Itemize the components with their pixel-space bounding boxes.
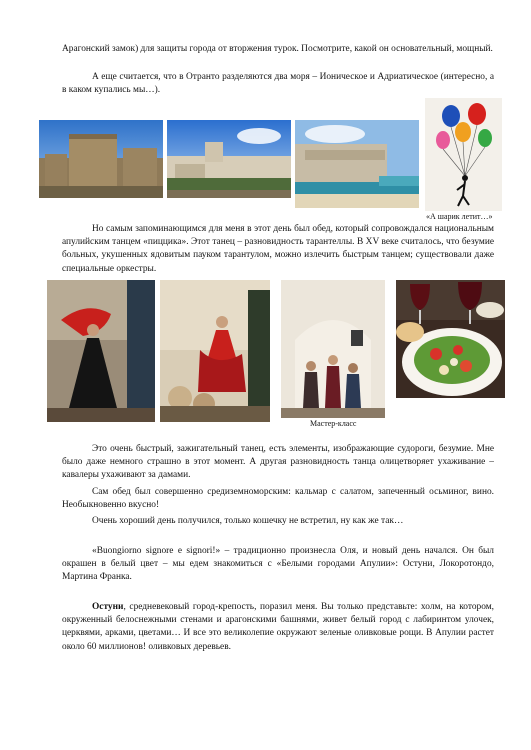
paragraph-5: Сам обед был совершенно средиземноморским: кальмар с салатом, запеченный осьминог, вино. Необыкновенно вкусно! — [62, 487, 494, 511]
paragraph-3: Но самым запоминающимся для меня в этот день был обед, который сопровождался национальным апулийским танцем «пиццика». Этот танец – разновидность тарантеллы. В XV веке считалось, что безумие больных, укушенных ядовитым пауком тарантулом, можно излечить быстрым танцем; существовали даже специальные оркестры. — [62, 224, 494, 274]
photo-lunch — [396, 280, 505, 398]
paragraph-7: «Buongiorno signore e signori!» – традиционно произнесла Оля, и новый день начался. Он был окрашен в белый цвет – мы едем знакомиться с «Белыми городами Апулии»: Остуни, Локоротондо, Мартина Франка. — [62, 546, 494, 583]
paragraph-1: Арагонский замок) для защиты города от вторжения турок. Посмотрите, какой он основательный, мощный. — [62, 44, 493, 54]
photo-castle-1 — [39, 120, 163, 198]
paragraph-8 — [62, 601, 494, 654]
photo-castle-walls — [167, 120, 291, 198]
photo-dancer-1 — [47, 280, 155, 422]
ostuni-heading: Остуни — [92, 602, 124, 612]
caption-master-class: Мастер-класс — [310, 419, 357, 428]
paragraph-2: А еще считается, что в Отранто разделяются два моря – Ионическое и Адриатическое (интересно, а в каком купались мы…). — [62, 72, 494, 96]
photo-dancer-2 — [160, 280, 270, 422]
paragraph-6: Очень хороший день получился, только кошечку не встретил, ну как же так… — [92, 516, 404, 526]
paragraph-4: Это очень быстрый, зажигательный танец, есть элементы, изображающие судороги, безумие. Мне было даже немного страшно в этот момент. А другая разновидность танца олицетворяет ухаживание – кавалеры ухаживают за дамами. — [62, 444, 494, 481]
photo-balloons — [425, 98, 502, 211]
caption-balloons: «А шарик летит…» — [426, 212, 493, 221]
paragraph-8-text: , средневековый город-крепость, поразил меня. Вы только представьте: холм, на котором, окруженный белоснежными стенами и арагонскими башнями, живет белый город с лабиринтом улочек, церквями, арками, цветами… И все это великолепие окружают зеленые оливковые рощи. В Апулии растет около 60 миллионов! оливковых деревьев. — [62, 602, 494, 652]
photo-coastline — [295, 120, 419, 208]
photo-master-class — [281, 280, 385, 418]
